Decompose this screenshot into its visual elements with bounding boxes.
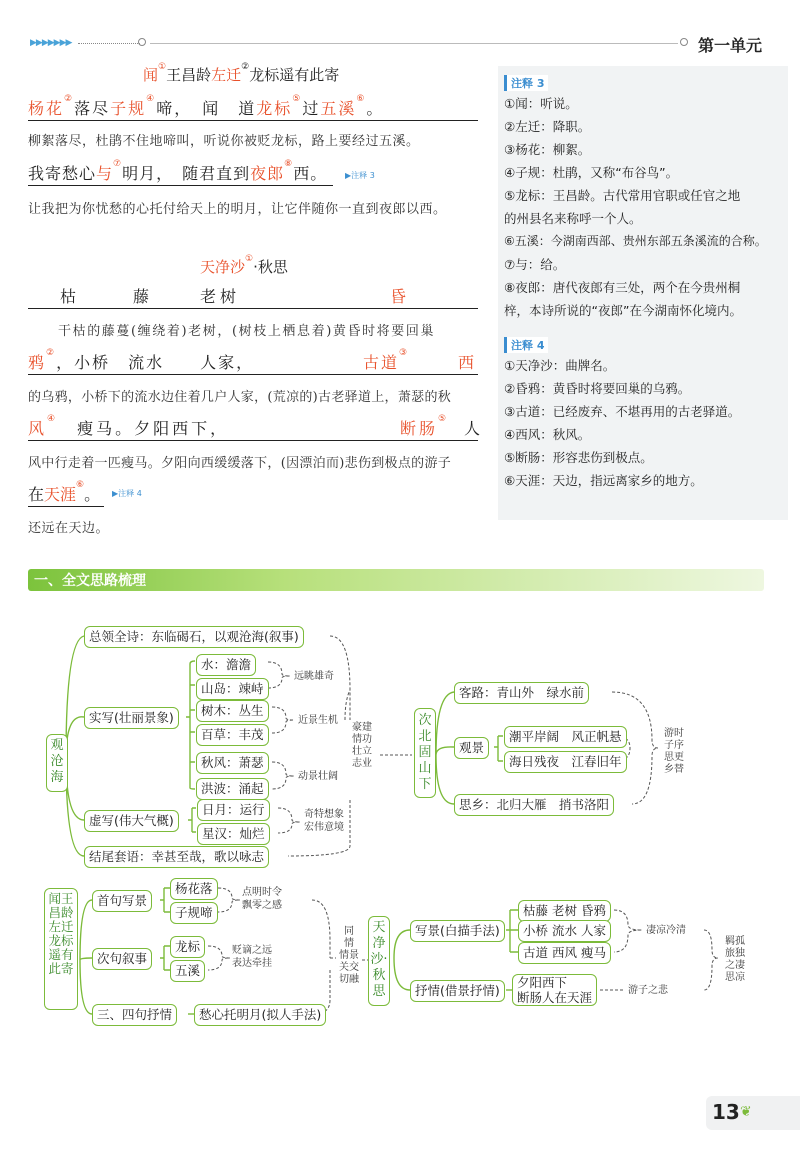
poem2-translation1: 干枯的藤蔓(缠绕着)老树，(树枝上栖息着)黄昏时将要回巢 xyxy=(58,324,436,339)
map4-branch-scene[interactable]: 写景(白描手法) xyxy=(410,920,505,942)
note-item: ④西风：秋风。 xyxy=(504,427,591,442)
poem2-row3: 风④ 瘦马。夕阳西下， 断肠⑤ 人 xyxy=(28,416,478,441)
map1-item[interactable]: 百草：丰茂 xyxy=(196,724,269,746)
note-ref-4[interactable]: ▶注释 4 xyxy=(112,489,142,498)
note-item: ⑥五溪：今湖南西部、贵州东部五条溪流的合称。 xyxy=(504,234,767,248)
map3-item[interactable]: 龙标 xyxy=(170,936,205,958)
map4-item[interactable]: 枯藤 老树 昏鸦 xyxy=(518,900,611,922)
note-item: ③杨花：柳絮。 xyxy=(504,142,591,157)
notes-tag-4: 注释 4 xyxy=(504,337,548,353)
section-title: 一、全文思路梳理 xyxy=(34,573,146,589)
page-number: 13 xyxy=(712,1100,740,1124)
note-item: ②昏鸦：黄昏时将要回巢的乌鸦。 xyxy=(504,381,691,396)
map1-item[interactable]: 洪波：涌起 xyxy=(196,778,269,800)
map4-root[interactable]: 天净沙·秋思 xyxy=(368,916,390,1006)
map3-branch-third[interactable]: 三、四句抒情 xyxy=(92,1004,177,1026)
map4-item[interactable]: 小桥 流水 人家 xyxy=(518,920,611,942)
note-item: ⑥天涯：天边，指远离家乡的地方。 xyxy=(504,473,703,488)
poem2-title: 天净沙①·秋思 xyxy=(200,254,288,276)
poem1-title: 闻①王昌龄左迁②龙标遥有此寄 xyxy=(143,62,340,84)
map1-branch-summary[interactable]: 总领全诗：东临碣石，以观沧海(叙事) xyxy=(84,626,304,648)
map1-branch-real[interactable]: 实写(壮丽景象) xyxy=(84,707,179,729)
page-leaf-icon: ❦ xyxy=(740,1104,752,1120)
poem1-translation2: 让我把为你忧愁的心托付给天上的明月，让它伴随你一直到夜郎以西。 xyxy=(28,202,447,217)
map3-item[interactable]: 杨花落 xyxy=(170,878,218,900)
poem2-row2: 鸦②，小桥 流水 人家， 古道③ 西 xyxy=(28,350,478,375)
note-item: ④子规：杜鹃，又称“布谷鸟”。 xyxy=(504,165,679,180)
poem2-translation2: 的乌鸦，小桥下的流水边住着几户人家，(荒凉的)古老驿道上，萧瑟的秋 xyxy=(28,390,452,405)
poem1-translation1: 柳絮落尽，杜鹃不住地啼叫，听说你被贬龙标，路上要经过五溪。 xyxy=(28,134,420,149)
map1-note: 动景壮阔 xyxy=(298,771,338,782)
map3-item[interactable]: 五溪 xyxy=(170,960,205,982)
note-item: 梓，本诗所说的“夜郎”在今湖南怀化境内。 xyxy=(504,303,742,318)
note-item: ⑤断肠：形容悲伤到极点。 xyxy=(504,450,653,465)
map1-branch-imagined[interactable]: 虚写(伟大气概) xyxy=(84,810,179,832)
map1-item[interactable]: 山岛：竦峙 xyxy=(196,678,269,700)
poem2-row1: 枯 藤 老树 昏 xyxy=(28,284,478,309)
note-item: 的州县名来称呼一个人。 xyxy=(504,211,642,226)
map1-item[interactable]: 树木：丛生 xyxy=(196,700,269,722)
poem2-translation4: 还远在天边。 xyxy=(28,521,110,536)
map4-branch-emotion[interactable]: 抒情(借景抒情) xyxy=(410,980,505,1002)
poem1-line1: 杨花②落尽子规④啼， 闻 道龙标⑤过五溪⑥。 xyxy=(28,96,478,121)
map3-note: 贬谪之远 表达牵挂 xyxy=(232,945,272,969)
map2-branch-road[interactable]: 客路：青山外 绿水前 xyxy=(454,682,589,704)
unit-title: 第一单元 xyxy=(698,36,763,55)
map1-branch-ending[interactable]: 结尾套语：幸甚至哉，歌以咏志 xyxy=(84,846,269,868)
map2-item[interactable]: 潮平岸阔 风正帆悬 xyxy=(504,726,627,748)
map4-item[interactable]: 夕阳西下 断肠人在天涯 xyxy=(512,974,597,1006)
note-item: ③古道：已经废弃、不堪再用的古老驿道。 xyxy=(504,404,741,419)
note-item: ①天净沙：曲牌名。 xyxy=(504,358,616,373)
map2-root[interactable]: 次北固山下 xyxy=(414,708,436,798)
note-item: ②左迁：降职。 xyxy=(504,119,591,134)
map1-summary: 豪建 情功 壮立 志业 xyxy=(352,722,372,769)
note-ref-3[interactable]: ▶注释 3 xyxy=(345,171,375,180)
poem1-line2: 我寄愁心与⑦明月， 随君直到夜郎⑧西。 xyxy=(28,161,333,186)
map1-note: 远眺雄奇 xyxy=(294,671,334,682)
note-item: ⑧夜郎：唐代夜郎有三处，两个在今贵州桐 xyxy=(504,280,741,295)
map4-summary: 羁孤 旅独 之凄 思凉 xyxy=(725,936,745,983)
poem2-row4: 在天涯⑥。 xyxy=(28,482,104,507)
map4-item[interactable]: 古道 西风 瘦马 xyxy=(518,942,611,964)
map3-summary: 同 情 情景 关交 切融 xyxy=(339,926,359,985)
map3-item[interactable]: 子规啼 xyxy=(170,902,218,924)
map1-item[interactable]: 星汉：灿烂 xyxy=(197,823,270,845)
note-item: ①闻：听说。 xyxy=(504,96,578,111)
map2-summary: 游时 子序 思更 乡替 xyxy=(664,728,684,775)
map1-root[interactable]: 观沧海 xyxy=(46,734,68,792)
map3-note: 点明时令 飘零之感 xyxy=(242,887,282,911)
note-item: ⑦与：给。 xyxy=(504,257,566,272)
map4-note: 凄凉冷清 xyxy=(646,925,686,936)
map3-root[interactable]: 闻王昌龄左迁龙标遥有此寄 xyxy=(44,888,78,1010)
map2-branch-homesick[interactable]: 思乡：北归大雁 捎书洛阳 xyxy=(454,794,614,816)
notes-tag-3: 注释 3 xyxy=(504,75,548,91)
map3-item[interactable]: 愁心托明月(拟人手法) xyxy=(194,1004,326,1026)
map1-note: 奇特想象 宏伟意境 xyxy=(304,809,344,833)
header-arrow-decoration: ▶▶▶▶▶▶▶ xyxy=(30,38,72,48)
map3-branch-second[interactable]: 次句叙事 xyxy=(92,948,152,970)
map1-item[interactable]: 水：澹澹 xyxy=(196,654,256,676)
map4-note: 游子之悲 xyxy=(628,985,668,996)
map2-item[interactable]: 海日残夜 江春旧年 xyxy=(504,751,627,773)
map1-item[interactable]: 日月：运行 xyxy=(197,799,270,821)
poem2-translation3: 风中行走着一匹瘦马。夕阳向西缓缓落下，(因漂泊而)悲伤到极点的游子 xyxy=(28,456,452,471)
map1-note: 近景生机 xyxy=(298,715,338,726)
map1-item[interactable]: 秋风：萧瑟 xyxy=(196,752,269,774)
map3-branch-first[interactable]: 首句写景 xyxy=(92,890,152,912)
note-item: ⑤龙标：王昌龄。古代常用官职或任官之地 xyxy=(504,188,741,203)
map2-branch-view[interactable]: 观景 xyxy=(454,737,489,759)
